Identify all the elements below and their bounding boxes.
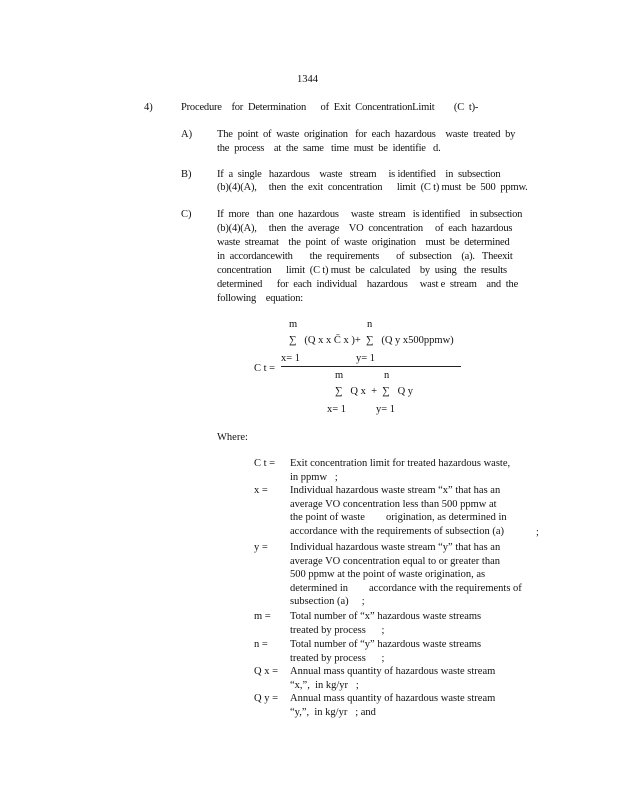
def-term-ct: C t =	[254, 458, 276, 469]
denominator-expression: ∑ Q x + ∑ Q y	[335, 386, 414, 397]
def-text-y: Individual hazardous waste stream “y” that has an average VO concentration equal to or greater than 500 ppmw at the point of waste origination, as determined in accordance with the requirements of subsection (a) ;	[290, 542, 522, 607]
den-upper-m: m	[335, 370, 344, 381]
item-a-line-2: the process at the same time must be identifie d.	[217, 143, 441, 154]
def-term-qy: Q y =	[254, 693, 279, 704]
item-c-line-2: (b)(4)(A), then the average VO concentration of each hazardous	[217, 223, 513, 234]
numerator-expression: ∑ (Q x x C̄ x )+ ∑ (Q y x500ppmw)	[289, 335, 454, 346]
def-term-n: n =	[254, 639, 268, 650]
def-text-x: Individual hazardous waste stream “x” that has an average VO concentration less than 500 ppmw at the point of waste origination, as determined in accordance with the requirements of subsection (a)	[290, 485, 507, 537]
def-term-m: m =	[254, 611, 271, 622]
num-upper-m: m	[289, 319, 298, 330]
item-c-line-3: waste streamat the point of waste origination must be determined	[217, 237, 510, 248]
def-text-qx: Annual mass quantity of hazardous waste stream “x,”, in kg/yr ;	[290, 666, 496, 691]
section-number: 4)	[144, 102, 153, 113]
def-text-n: Total number of “y” hazardous waste streams treated by process ;	[290, 639, 482, 664]
num-lower-x: x= 1	[281, 353, 301, 364]
def-term-x: x =	[254, 485, 268, 496]
den-lower-x: x= 1	[327, 404, 347, 415]
item-c-line-1: If more than one hazardous waste stream is identified in subsection	[217, 209, 523, 220]
item-label-a: A)	[181, 129, 193, 140]
item-b-line-2: (b)(4)(A), then the exit concentration limit (C t) must be 500 ppmw.	[217, 182, 528, 193]
den-lower-y: y= 1	[376, 404, 396, 415]
item-c-line-6: determined for each individual hazardous wast e stream and the	[217, 279, 519, 290]
item-a-line-1: The point of waste origination for each hazardous waste treated by	[217, 129, 516, 140]
item-b-line-1: If a single hazardous waste stream is identified in subsection	[217, 169, 501, 180]
def-text-m: Total number of “x” hazardous waste streams treated by process ;	[290, 611, 482, 636]
num-upper-n: n	[367, 319, 373, 330]
where-label: Where:	[217, 432, 248, 443]
def-term-qx: Q x =	[254, 666, 279, 677]
den-upper-n: n	[384, 370, 390, 381]
fraction-bar	[281, 366, 461, 367]
item-c-line-4: in accordancewith the requirements of subsection (a). Theexit	[217, 251, 513, 262]
item-label-c: C)	[181, 209, 192, 220]
item-c-line-5: concentration limit (C t) must be calculated by using the results	[217, 265, 507, 276]
num-lower-y: y= 1	[356, 353, 376, 364]
def-text-qy: Annual mass quantity of hazardous waste stream “y,”, in kg/yr ; and	[290, 693, 496, 718]
section-heading: Procedure for Determination of Exit ConcentrationLimit (C t)-	[181, 102, 479, 113]
item-c-line-7: following equation:	[217, 293, 304, 304]
stray-semicolon: ;	[536, 527, 539, 538]
def-term-y: y =	[254, 542, 268, 553]
item-label-b: B)	[181, 169, 192, 180]
def-text-ct: Exit concentration limit for treated hazardous waste, in ppmw ;	[290, 458, 511, 483]
equation-lhs: C t =	[254, 363, 276, 374]
page-number: 1344	[297, 74, 318, 85]
